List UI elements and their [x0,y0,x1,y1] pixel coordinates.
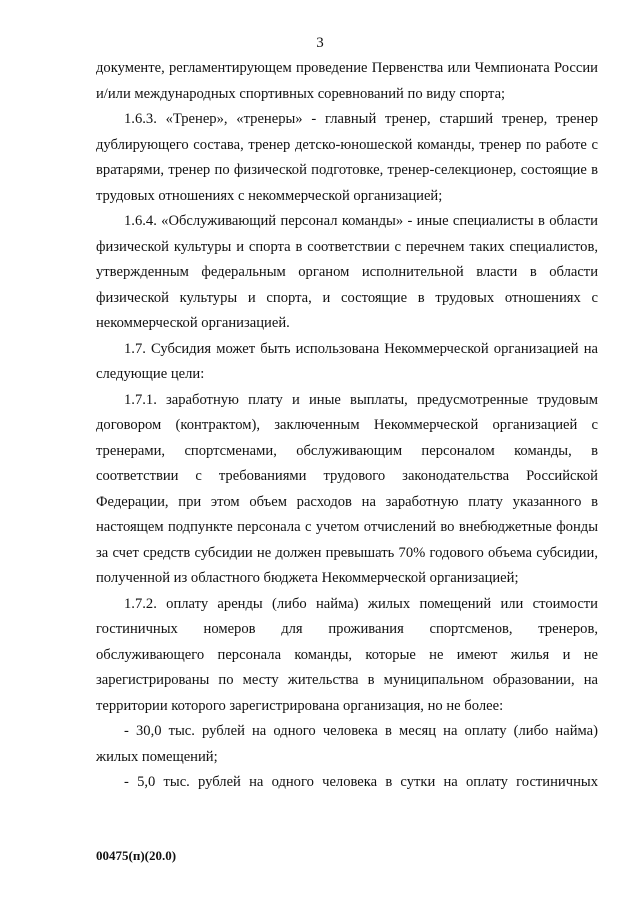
list-item-dash-2: - 5,0 тыс. рублей на одного человека в сутки на оплату гостиничных [124,774,598,790]
paragraph-continuation: документе, регламентирующем проведение Первенства или Чемпионата России и/или международных спортивных соревнований по виду спорта; [96,60,598,102]
paragraph-1-7-2: 1.7.2. оплату аренды (либо найма) жилых помещений или стоимости гостиничных номеров для проживания спортсменов, тренеров, обслуживающего персонала команды, которые не имеют жилья и не зарегистрированы по месту жительства в муниципальном образовании, на территории которого зарегистрирована организация, но не более: [96,595,598,714]
list-item-dash-1: - 30,0 тыс. рублей на одного человека в месяц на оплату (либо найма) жилых помещений; [96,723,598,765]
document-body [96,56,598,796]
document-code: 00475(п)(20.0) [96,848,177,863]
paragraph-1-6-4: 1.6.4. «Обслуживающий персонал команды» - иные специалисты в области физической культуры и спорта в соответствии с перечнем таких специалистов, утвержденным федеральным органом исполнительной власти в области физической культуры и спорта, и состоящие в трудовых отношениях с некоммерческой организацией. [96,213,598,331]
paragraph-1-7: 1.7. Субсидия может быть использована Некоммерческой организацией на следующие цели: [96,340,598,382]
paragraph-1-7-1: 1.7.1. заработную плату и иные выплаты, предусмотренные трудовым договором (контрактом), заключенным Некоммерческой организацией с тренерами, спортсменами, обслуживающим персоналом команды, в соответствии с требованиями трудового законодательства Российской Федерации, при этом объем расходов на заработную плату указанного в настоящем подпункте персонала с учетом отчислений во внебюджетные фонды за счет средств субсидии не должен превышать 70% годового объема субсидии, полученной из областного бюджета Некоммерческой организацией; [96,391,598,586]
page-number: 3 [316,35,324,51]
paragraph-1-6-3: 1.6.3. «Тренер», «тренеры» - главный тренер, старший тренер, тренер дублирующего состава, тренер детско-юношеской команды, тренер по работе с вратарями, тренер по физической подготовке, тренер-селекционер, состоящие в трудовых отношениях с некоммерческой организацией; [96,111,598,204]
